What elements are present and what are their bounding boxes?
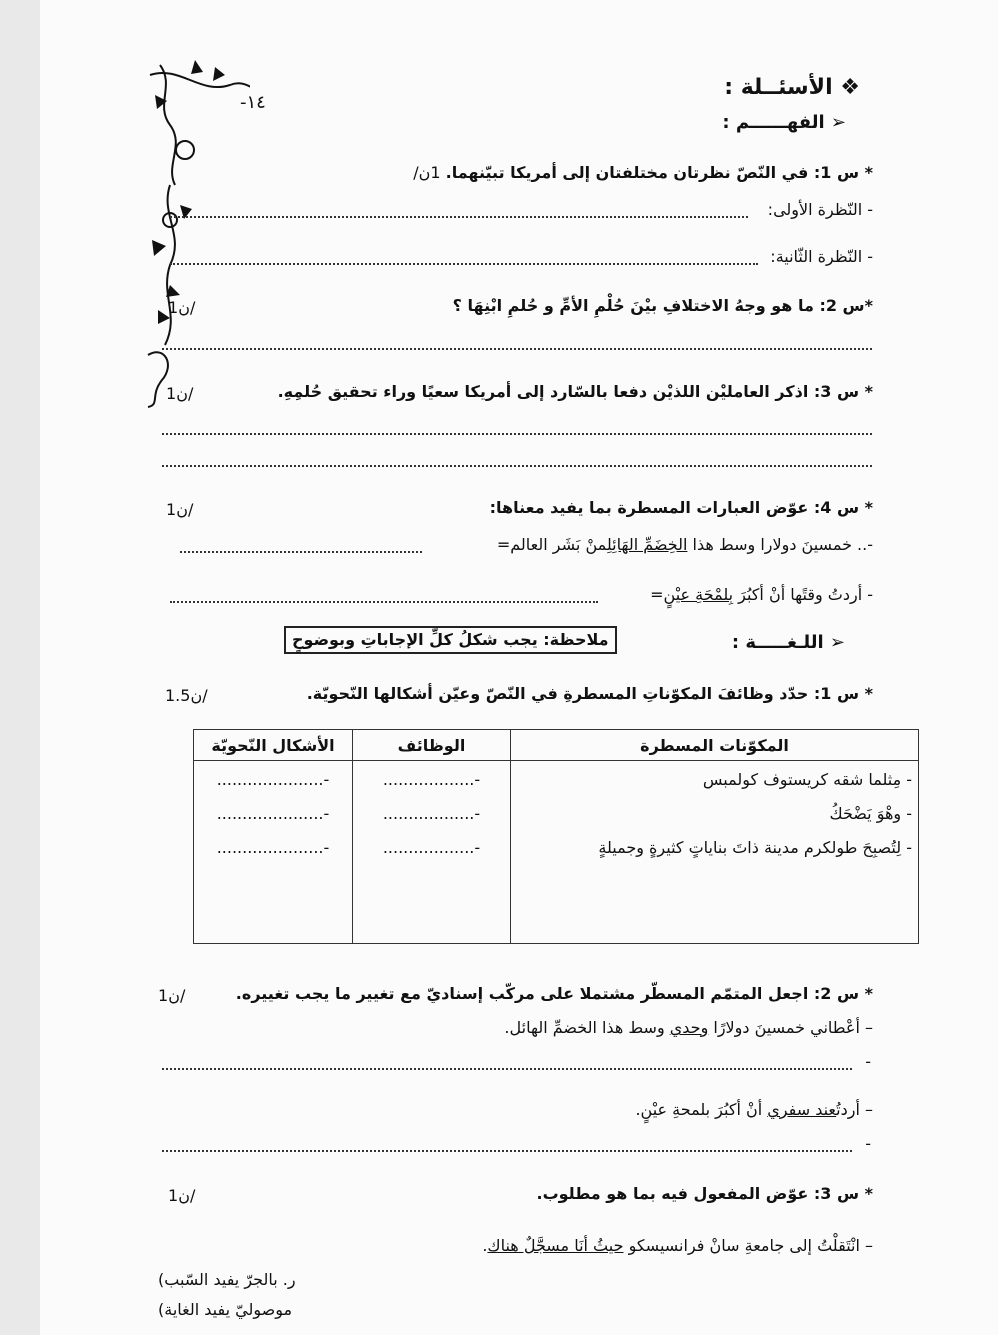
comprehension-heading: ➢ الفهــــــم :	[722, 112, 846, 133]
q2-a-post: وسط هذا الخضمِّ الهائل.	[504, 1018, 670, 1037]
language-q3: * س 3: عوّض المفعول فيه بما هو مطلوب.	[536, 1184, 873, 1203]
q4-b-pre: - أردتُ وقتًها أنْ أكبُرَ	[733, 585, 873, 604]
table-cell-functions[interactable]	[353, 761, 511, 944]
answer-dash: -	[865, 1134, 871, 1153]
language-heading: ➢ اللـغـــــة :	[731, 632, 845, 653]
blank-answer[interactable]: -..................	[382, 804, 481, 823]
answer-line[interactable]	[162, 348, 872, 350]
q4-item-a	[497, 535, 873, 555]
q3-a-post: .	[482, 1236, 488, 1255]
answer-dash: -	[865, 1052, 871, 1071]
analysis-table	[193, 729, 919, 944]
note-box: ملاحظة: يجب شكلُ كلِّ الإجاباتِ وبوضوحٍ	[284, 626, 617, 654]
q4-b-post: =	[650, 585, 664, 604]
language-q2: * س 2: اجعل المتمّم المسطّر مشتملا على مركّب إسناديّ مع تغيير ما يجب تغييره.	[235, 984, 873, 1003]
q2-item-b	[635, 1100, 873, 1120]
worksheet-page	[40, 0, 998, 1335]
q3-mark: 1ن/	[166, 384, 194, 403]
q2-a-pre: – أعْطاني خمسينَ دولارًا	[708, 1018, 873, 1037]
comprehension-q3: * س 3: اذكر العامليْن اللذيْن دفعا بالسّارد إلى أمريكا سعيًا وراء تحقيق حُلمِهِ.	[277, 382, 873, 401]
component-item: - وهْوَ يَضْحَكُ	[829, 804, 912, 823]
blank-answer[interactable]: -.....................	[216, 804, 330, 823]
q3-a-pre: – انْتَقلْتُ إلى جامعةِ سانْ فرانسيسكو	[623, 1236, 873, 1255]
table-header-row	[194, 730, 919, 761]
blank-answer[interactable]: -..................	[382, 770, 481, 789]
language-q3-mark: 1ن/	[168, 1186, 196, 1205]
q2-mark: 1ن/	[168, 298, 196, 317]
q2-b-pre: – أردتُ	[836, 1100, 873, 1119]
answer-line[interactable]	[162, 433, 872, 435]
blank-answer[interactable]: -..................	[382, 838, 481, 857]
answer-line[interactable]	[162, 1068, 852, 1070]
answer-line[interactable]	[170, 601, 598, 603]
q4-a-pre: -.. خمسينَ دولارا وسط هذا	[687, 535, 873, 554]
language-q1-mark: 1.5ن/	[165, 686, 208, 705]
page-number: -١٤	[240, 92, 266, 113]
q4-mark: 1ن/	[166, 500, 194, 519]
component-item: - لِتُصبِحَ طولكرم مدينة ذاتَ بناياتٍ كثيرةٍ وجميلةٍ	[598, 838, 912, 857]
blank-answer[interactable]: -.....................	[216, 770, 330, 789]
comprehension-q4: * س 4: عوّض العبارات المسطرة بما يفيد معناها:	[489, 498, 873, 517]
q2-item-a	[504, 1018, 873, 1038]
comprehension-q1	[413, 163, 873, 183]
answer-line[interactable]	[180, 551, 422, 553]
q3-a-underlined: حيثُ أنَا مسجَّلٌ هناك	[487, 1236, 624, 1255]
blank-answer[interactable]: -.....................	[216, 838, 330, 857]
q1-mark: 1ن/	[413, 163, 441, 182]
q2-b-underlined: عند سفري	[767, 1100, 837, 1119]
table-cell-forms[interactable]	[194, 761, 353, 944]
table-header: الوظائف	[353, 730, 511, 761]
q4-a-post: منْ بَشَر العالم=	[496, 535, 607, 554]
q3-hint-purpose: موصوليّ يفيد الغاية)	[158, 1300, 293, 1319]
answer-line[interactable]	[162, 1150, 852, 1152]
q2-a-underlined: وحدي	[669, 1018, 709, 1037]
q3-hint-cause: ر. بالجرّ يفيد السّبب)	[158, 1270, 296, 1289]
q2-b-post: أنْ أكبُرَ بلمحةِ عيْنٍ.	[635, 1100, 768, 1119]
language-q1: * س 1: حدّد وظائفَ المكوّناتِ المسطرةِ في النّصّ وعيّن أشكالها النّحويّة.	[306, 684, 873, 703]
q4-item-b	[650, 585, 873, 605]
answer-line[interactable]	[162, 465, 872, 467]
component-item: - مِثلما شقه كريستوف كولمبس	[702, 770, 912, 789]
q3-item-a	[482, 1236, 873, 1256]
table-header: المكوّنات المسطرة	[511, 730, 919, 761]
table-row	[194, 761, 919, 944]
language-q2-mark: 1ن/	[158, 986, 186, 1005]
q1-line1-label: - النّظرة الأولى:	[767, 200, 873, 219]
table-header: الأشكال النّحويّة	[194, 730, 353, 761]
q1-text: * س 1: في النّصّ نظرتان مختلفتان إلى أمريكا تبيّنهما.	[445, 163, 873, 182]
table-cell-components	[511, 761, 919, 944]
q1-line2-label: - النّظرة الثّانية:	[770, 247, 873, 266]
answer-line[interactable]	[170, 263, 758, 265]
q4-a-underlined: الخِضَمِّ الهَائِلِ	[606, 535, 688, 554]
q4-b-underlined: بِلمْحَةِ عيْنٍ	[663, 585, 734, 604]
comprehension-q2: *س 2: ما هو وجهُ الاختلافِ بيْنَ حُلْمِ الأمِّ و حُلمِ ابْنِهَا ؟	[452, 296, 873, 315]
section-title: ❖ الأسئــلة :	[724, 75, 860, 100]
floral-ornament-icon	[140, 55, 250, 410]
answer-line[interactable]	[170, 216, 748, 218]
